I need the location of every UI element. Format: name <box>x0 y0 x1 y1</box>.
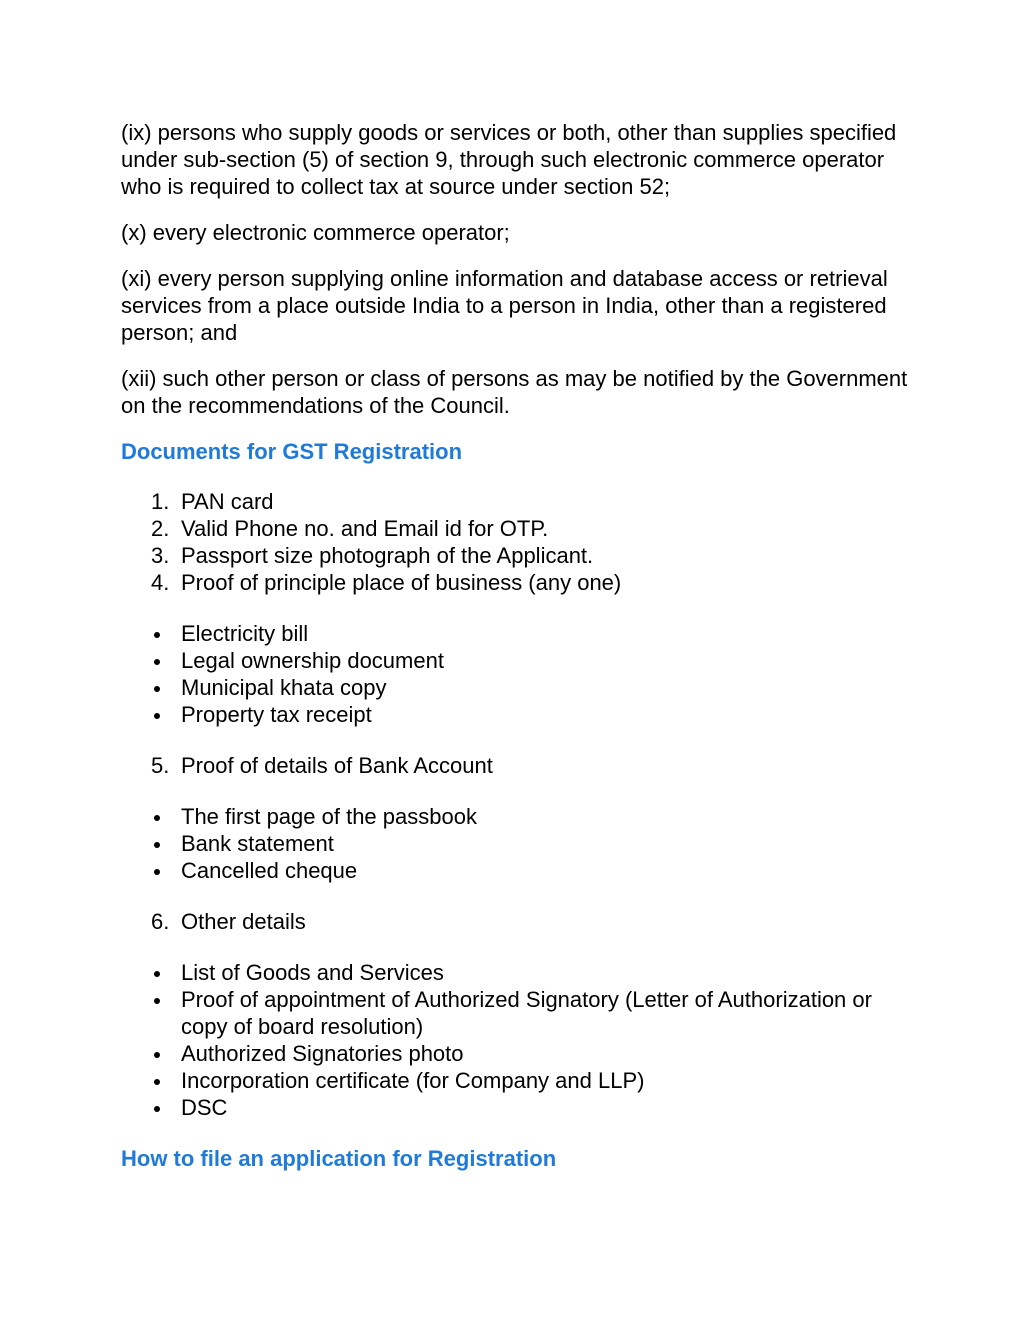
list-item-text: List of Goods and Services <box>181 960 444 985</box>
bullet-list-bank-proof <box>121 803 911 884</box>
heading-documents: Documents for GST Registration <box>121 439 463 464</box>
list-item-text: Passport size photograph of the Applicant. <box>181 543 594 568</box>
numbered-list-bank <box>121 752 911 779</box>
bullet-icon <box>154 1079 160 1085</box>
list-item-text: Proof of details of Bank Account <box>181 753 493 778</box>
list-item <box>121 542 911 569</box>
list-item <box>121 1040 911 1067</box>
bullet-icon <box>154 632 160 638</box>
list-item-text: PAN card <box>181 489 274 514</box>
list-number: 5. <box>151 753 170 778</box>
list-item <box>121 488 911 515</box>
bullet-icon <box>154 1052 160 1058</box>
list-number: 4. <box>151 570 170 595</box>
list-item-text: Property tax receipt <box>181 702 372 727</box>
bullet-icon <box>154 869 160 875</box>
bullet-list-other-details <box>121 959 911 1121</box>
bullet-list-business-proof <box>121 620 911 728</box>
numbered-list-other <box>121 908 911 935</box>
list-item <box>121 674 911 701</box>
heading-how-to-file: How to file an application for Registration <box>121 1146 557 1171</box>
bullet-icon <box>154 713 160 719</box>
list-item-text: Incorporation certificate (for Company and LLP) <box>181 1068 645 1093</box>
list-item <box>121 701 911 728</box>
bullet-icon <box>154 1106 160 1112</box>
list-item <box>121 803 911 830</box>
list-item-text: Municipal khata copy <box>181 675 387 700</box>
list-item-text: Legal ownership document <box>181 648 444 673</box>
list-item-text: DSC <box>181 1095 228 1120</box>
list-number: 6. <box>151 909 170 934</box>
list-item <box>121 986 911 1040</box>
list-item-text: Bank statement <box>181 831 334 856</box>
paragraph-xi: (xi) every person supplying online information and database access or retrieval services from a place outside India to a person in India, other than a registered person; and <box>121 266 888 345</box>
list-item <box>121 1094 911 1121</box>
paragraph-x: (x) every electronic commerce operator; <box>121 220 510 245</box>
list-item <box>121 647 911 674</box>
list-number: 3. <box>151 543 170 568</box>
list-item <box>121 1067 911 1094</box>
bullet-icon <box>154 971 160 977</box>
list-item-text: The first page of the passbook <box>181 804 477 829</box>
bullet-icon <box>154 998 160 1004</box>
list-item-text: Proof of principle place of business (any one) <box>181 570 622 595</box>
list-item <box>121 959 911 986</box>
bullet-icon <box>154 815 160 821</box>
list-item <box>121 752 911 779</box>
list-item <box>121 569 911 596</box>
list-number: 1. <box>151 489 170 514</box>
list-number: 2. <box>151 516 170 541</box>
list-item-text: Valid Phone no. and Email id for OTP. <box>181 516 549 541</box>
list-item-text: Proof of appointment of Authorized Signatory (Letter of Authorization or copy of board resolution) <box>181 987 872 1039</box>
bullet-icon <box>154 686 160 692</box>
bullet-icon <box>154 659 160 665</box>
list-item <box>121 857 911 884</box>
bullet-icon <box>154 842 160 848</box>
list-item-text: Electricity bill <box>181 621 309 646</box>
list-item-text: Other details <box>181 909 306 934</box>
list-item <box>121 620 911 647</box>
paragraph-xii: (xii) such other person or class of persons as may be notified by the Government on the recommendations of the Council. <box>121 366 908 418</box>
list-item <box>121 830 911 857</box>
numbered-list-documents <box>121 488 911 596</box>
document-page <box>121 119 911 1195</box>
list-item-text: Authorized Signatories photo <box>181 1041 464 1066</box>
list-item <box>121 908 911 935</box>
list-item <box>121 515 911 542</box>
paragraph-ix: (ix) persons who supply goods or services or both, other than supplies specified under sub-section (5) of section 9, through such electronic commerce operator who is required to collect tax at source under section 52; <box>121 120 897 199</box>
list-item-text: Cancelled cheque <box>181 858 358 883</box>
